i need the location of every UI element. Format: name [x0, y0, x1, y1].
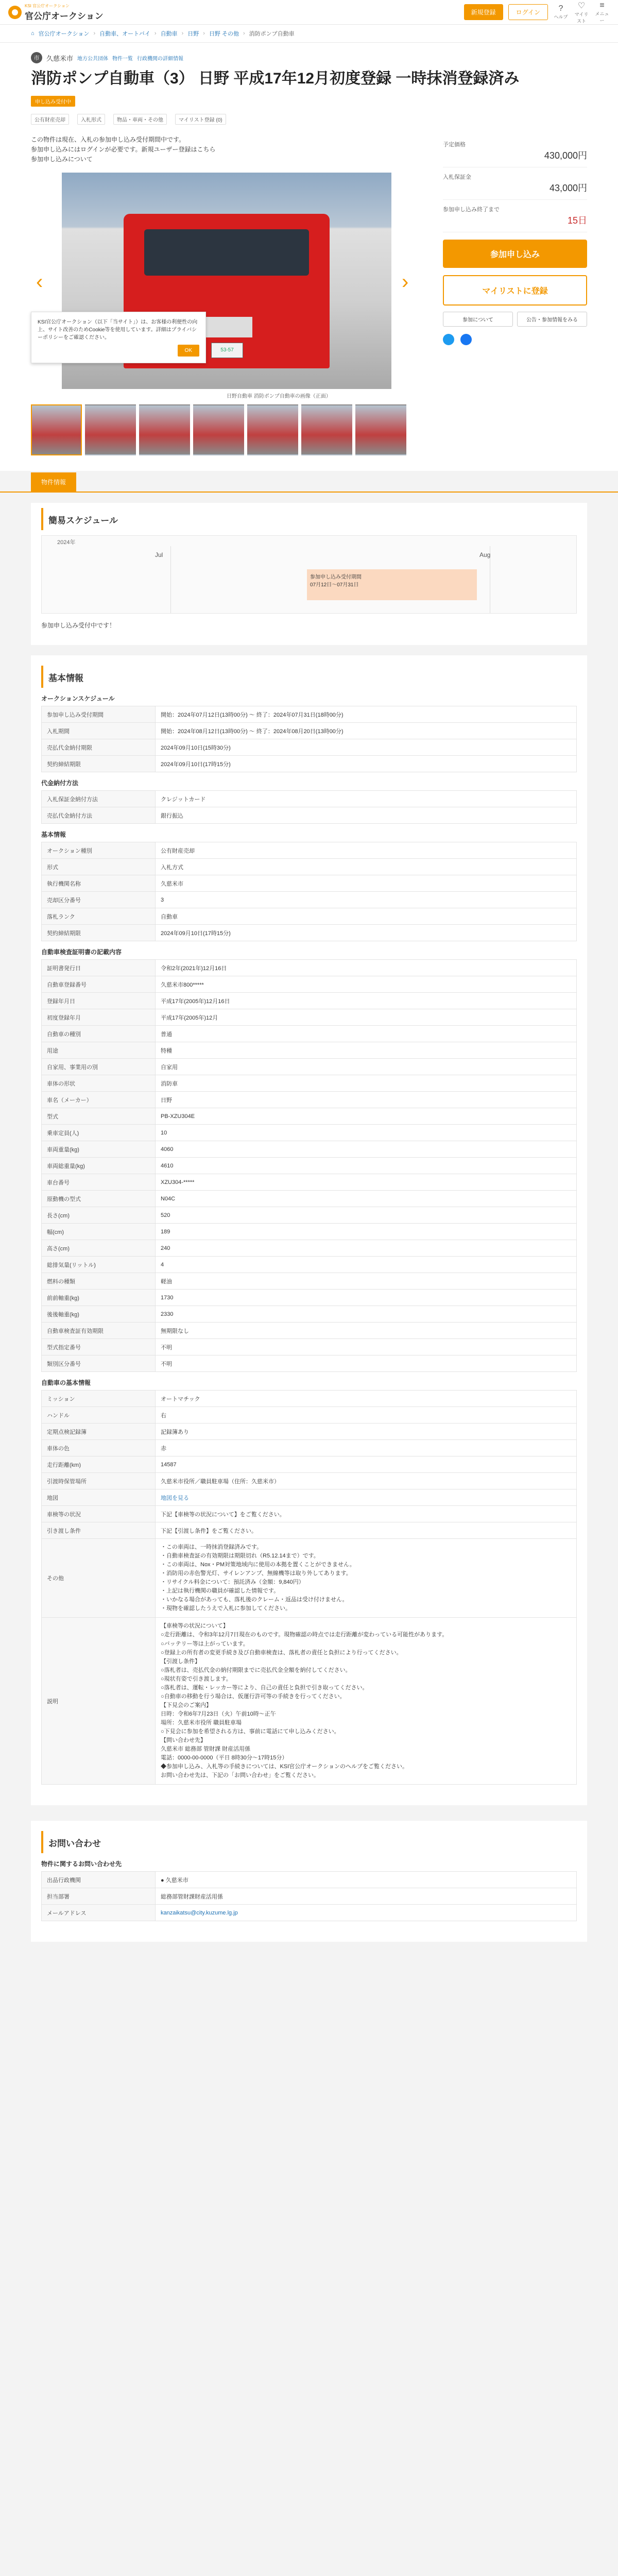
table-row [42, 1456, 577, 1473]
info-value: 入札方式 [156, 859, 577, 875]
table-row [42, 1042, 577, 1059]
menu-label: メニュー [595, 11, 609, 23]
menu-icon: ≡ [599, 1, 605, 10]
info-group-title: 自動車検査証明書の記載内容 [41, 948, 122, 956]
table-row [42, 1158, 577, 1174]
breadcrumb-separator: › [93, 30, 96, 37]
info-key: 登録年月日 [42, 993, 156, 1009]
table-row [42, 1257, 577, 1273]
info-value: 240 [156, 1240, 577, 1257]
info-value: 平成17年(2005年)12月16日 [156, 993, 577, 1009]
table-row [42, 1191, 577, 1207]
info-key: 型式 [42, 1108, 156, 1125]
page-title: 消防ポンプ自動車（3） 日野 平成17年12月初度登録 一時抹消登録済み [31, 70, 520, 87]
schedule-note: 参加申し込み受付中です！ [41, 622, 116, 630]
logo-subtitle: KSI 官公庁オークション [25, 3, 70, 8]
item-overview [0, 43, 618, 471]
organization-detail-link[interactable]: 行政機関の詳細情報 [137, 56, 184, 62]
table-row [42, 960, 577, 976]
table-row [42, 1207, 577, 1224]
cookie-ok-button[interactable]: OK [178, 345, 199, 357]
info-key: 類別区分番号 [42, 1355, 156, 1372]
info-key: 入札保証金納付方法 [42, 791, 156, 807]
info-value: 記録簿あり [156, 1423, 577, 1440]
info-key: 自動車検査証有効期限 [42, 1323, 156, 1339]
breadcrumb-separator: › [181, 30, 184, 37]
info-value: オートマチック [156, 1391, 577, 1407]
info-value: 下記【引渡し条件】をご覧ください。 [156, 1522, 577, 1539]
table-row [42, 1240, 577, 1257]
info-key: 売払代金納付方法 [42, 807, 156, 824]
table-row [42, 1440, 577, 1456]
info-key: 原動機の型式 [42, 1191, 156, 1207]
info-key: 証明書発行日 [42, 960, 156, 976]
info-value: 平成17年(2005年)12月 [156, 1009, 577, 1026]
organization [31, 52, 587, 63]
thumbnail[interactable] [301, 404, 352, 455]
table-row [42, 1489, 577, 1506]
info-value: 下記【車検等の状況について】をご覧ください。 [156, 1506, 577, 1522]
info-value: 公有財産売却 [156, 842, 577, 859]
thumbnail-strip [31, 404, 422, 455]
menu-button[interactable] [594, 1, 610, 24]
register-button[interactable]: 新規登録 [464, 4, 503, 20]
twitter-icon[interactable] [443, 334, 454, 345]
info-key: 初度登録年月 [42, 1009, 156, 1026]
view-notice-button[interactable]: 公告・参加情報をみる [517, 312, 587, 327]
table-row [42, 1323, 577, 1339]
remaining-label: 参加申し込み終了まで [443, 206, 500, 213]
table-row [42, 1174, 577, 1191]
table-row [42, 807, 577, 824]
mylist-link[interactable] [574, 1, 589, 24]
info-value: 赤 [156, 1440, 577, 1456]
breadcrumb-item[interactable]: 自動車 [160, 31, 178, 37]
info-value: 14587 [156, 1456, 577, 1473]
item-tabs [0, 471, 618, 493]
breadcrumb-separator: › [243, 30, 245, 37]
info-key: 引き渡し条件 [42, 1522, 156, 1539]
table-row [42, 1290, 577, 1306]
contact-value [156, 1872, 577, 1888]
organization-name: 久慈米市 [46, 54, 74, 62]
deposit-value: 43,000円 [549, 182, 587, 193]
cookie-popup [31, 312, 206, 363]
info-value: 2330 [156, 1306, 577, 1323]
table-row [42, 756, 577, 772]
contact-org: 久慈米市 [165, 1877, 188, 1884]
start-price-label: 予定価格 [443, 141, 466, 148]
info-table [41, 706, 577, 772]
info-table [41, 790, 577, 824]
info-key: 型式指定番号 [42, 1339, 156, 1355]
contact-key: 出品行政機関 [42, 1872, 156, 1888]
info-value: 開始：2024年08月12日(13時00分) 〜 終了：2024年08月20日(13時00分) [156, 723, 577, 739]
remaining-value: 15日 [567, 215, 587, 226]
basic-info-heading: 基本情報 [41, 666, 577, 688]
timeline-month: Aug [479, 551, 491, 559]
contact-section [31, 1821, 587, 1942]
login-button[interactable]: ログイン [508, 4, 548, 20]
info-key: 契約締結期限 [42, 756, 156, 772]
info-key: 説明 [42, 1618, 156, 1785]
truck-window [144, 229, 309, 276]
table-row [42, 1539, 577, 1618]
thumbnail[interactable] [139, 404, 190, 455]
info-key: 車体の形状 [42, 1075, 156, 1092]
table-row [42, 1473, 577, 1489]
contact-value [156, 1905, 577, 1921]
contact-table [41, 1871, 577, 1921]
about-participation-button[interactable]: 参加について [443, 312, 513, 327]
info-value: 3 [156, 892, 577, 908]
info-key: 地図 [42, 1489, 156, 1506]
chip: 公有財産売却 [31, 114, 69, 125]
info-group-title: 基本情報 [41, 831, 66, 839]
thumbnail[interactable] [31, 404, 82, 455]
info-value: 普通 [156, 1026, 577, 1042]
breadcrumb-item[interactable]: 官公庁オークション [38, 31, 90, 37]
breadcrumb-current: 消防ポンプ自動車 [249, 31, 295, 37]
table-row [42, 1618, 577, 1785]
deposit-label: 入札保証金 [443, 174, 471, 180]
thumbnail[interactable] [85, 404, 136, 455]
table-row [42, 1905, 577, 1921]
info-key: 売払代金納付期限 [42, 739, 156, 756]
info-value: 特種 [156, 1042, 577, 1059]
table-row [42, 976, 577, 993]
start-price-value: 430,000円 [544, 150, 587, 161]
table-row [42, 1355, 577, 1372]
table-row [42, 1059, 577, 1075]
breadcrumb-item[interactable]: 自動車、オートバイ [99, 31, 150, 37]
info-value: 4 [156, 1257, 577, 1273]
apply-button[interactable]: 参加申し込み [443, 240, 587, 268]
contact-key: 担当部署 [42, 1888, 156, 1905]
info-value: ・この車両は、一時抹消登録済みです。 ・自動車検査証の有効期限は期限切れ（R5.12.14まで）です。 ・この車両は、Nox・PM対策地域内に使用の本拠を置くことができません。 ・消防用の赤色警光灯、サイレンアンプ、無線機等は取り外してあります。 ・リサイクル料金について：預託済み（金額：9,840円） ・上記は執行機関の職員が確認した情報です。 ・いかなる場合があっても、落札後のクレーム・返品は受け付けません。 ・現物を確認したうえで入札に参加してください。 [156, 1539, 577, 1618]
info-value: 久慈米市役所／職員駐車場（住所：久慈米市） [156, 1473, 577, 1489]
table-row [42, 1407, 577, 1423]
breadcrumb [0, 25, 618, 43]
contact-email-link[interactable]: kanzaikatsu@city.kuzume.lg.jp [161, 1909, 238, 1916]
info-value: クレジットカード [156, 791, 577, 807]
info-value: 不明 [156, 1339, 577, 1355]
info-key: 燃料の種類 [42, 1273, 156, 1290]
table-row [42, 993, 577, 1009]
info-key: 幅(cm) [42, 1224, 156, 1240]
info-group-title: オークションスケジュール [41, 695, 115, 703]
organization-icon: ● [161, 1877, 164, 1884]
info-value: 2024年09月10日(15時30分) [156, 739, 577, 756]
next-image-arrow-icon[interactable]: › [402, 270, 409, 294]
info-key: 長さ(cm) [42, 1207, 156, 1224]
table-row [42, 1075, 577, 1092]
table-row [42, 892, 577, 908]
info-key: 後後軸重(kg) [42, 1306, 156, 1323]
info-key: 定期点検記録簿 [42, 1423, 156, 1440]
table-row [42, 908, 577, 925]
table-row [42, 1339, 577, 1355]
table-row [42, 925, 577, 941]
info-value: 軽油 [156, 1273, 577, 1290]
table-row [42, 1423, 577, 1440]
mylist-label: マイリスト [574, 11, 589, 24]
info-value: 日野 [156, 1092, 577, 1108]
table-row [42, 1108, 577, 1125]
chip: 物品・車両・その他 [113, 114, 167, 125]
mylist-count: マイリスト登録 (0) [175, 114, 226, 125]
truck-grill [201, 317, 252, 337]
timeline-year: 2024年 [57, 539, 76, 546]
table-row [42, 1506, 577, 1522]
info-key: ハンドル [42, 1407, 156, 1423]
info-value: N04C [156, 1191, 577, 1207]
timeline-month: Jul [155, 551, 163, 559]
table-row [42, 791, 577, 807]
info-value: 自家用 [156, 1059, 577, 1075]
info-key: 車両重量(kg) [42, 1141, 156, 1158]
participation-notice: この物件は現在、入札の参加申し込み受付期間中です。 参加申し込みにはログインが必要です。新規ユーザー登録はこちら 参加申し込みについて [31, 135, 216, 163]
site-logo[interactable] [8, 3, 104, 22]
logo-text: 官公庁オークション [25, 11, 104, 21]
info-key: 契約締結期限 [42, 925, 156, 941]
info-key: 自家用、事業用の別 [42, 1059, 156, 1075]
info-key: 乗車定員(人) [42, 1125, 156, 1141]
help-label: ヘルプ [554, 14, 568, 20]
info-value: 久慈米市 [156, 875, 577, 892]
facebook-icon[interactable] [460, 334, 472, 345]
info-key: 車検等の状況 [42, 1506, 156, 1522]
info-group-title: 代金納付方法 [41, 779, 79, 787]
info-value: XZU304-***** [156, 1174, 577, 1191]
info-value: 無期限なし [156, 1323, 577, 1339]
info-value: 不明 [156, 1355, 577, 1372]
info-key: 総排気量(リットル) [42, 1257, 156, 1273]
table-row [42, 1888, 577, 1905]
status-badge: 申し込み受付中 [31, 96, 75, 107]
info-key: 執行機関名称 [42, 875, 156, 892]
item-chips [31, 114, 587, 125]
info-value: 189 [156, 1224, 577, 1240]
info-value: PB-XZU304E [156, 1108, 577, 1125]
info-value: 令和2年(2021年)12月16日 [156, 960, 577, 976]
add-mylist-button[interactable]: マイリストに登録 [443, 275, 587, 306]
info-key: 形式 [42, 859, 156, 875]
help-icon: ? [558, 4, 563, 13]
info-key: 高さ(cm) [42, 1240, 156, 1257]
tab-item-info[interactable]: 物件情報 [31, 472, 76, 492]
info-value: 2024年09月10日(17時15分) [156, 925, 577, 941]
breadcrumb-separator: › [203, 30, 205, 37]
info-value: 右 [156, 1407, 577, 1423]
table-row [42, 1141, 577, 1158]
info-group-title: 自動車の基本情報 [41, 1379, 91, 1387]
contact-value: 総務部管財課財産活用係 [156, 1888, 577, 1905]
image-gallery [31, 173, 422, 400]
help-link[interactable] [553, 4, 569, 20]
info-value: 2024年09月10日(17時15分) [156, 756, 577, 772]
home-icon[interactable]: ⌂ [31, 30, 35, 37]
info-key: 売却区分番号 [42, 892, 156, 908]
organization-icon: 市 [31, 52, 42, 63]
info-key: 車台番号 [42, 1174, 156, 1191]
table-row [42, 1306, 577, 1323]
info-key: 自動車登録番号 [42, 976, 156, 993]
info-key: 用途 [42, 1042, 156, 1059]
info-value: 消防車 [156, 1075, 577, 1092]
info-table [41, 842, 577, 941]
info-value: 自動車 [156, 908, 577, 925]
basic-info-section [31, 655, 587, 1805]
image-caption: 日野自動車 消防ポンプ自動車の画像（正面） [227, 394, 331, 400]
info-key: 落札ランク [42, 908, 156, 925]
info-value: 4060 [156, 1141, 577, 1158]
table-row [42, 1522, 577, 1539]
info-key: オークション種別 [42, 842, 156, 859]
info-value: 【車検等の状況について】 ○走行距離は、令和3年12月7日現在のものです。現物確認の時点では走行距離が変わっている可能性があります。 ○バッテリー等は上がっています。 ○登録上の所有者の変更手続き及び自動車検査は、落札者の責任と負担により行ってください。 【引渡し条件】 ○落札者は、売払代金の納付期限までに売払代金全額を納付してください。 ○現状有姿で引き渡します。 ○落札者は、運転・レッカー等により、自己の責任と負担で引き取ってください。 ○自動車の移動を行う場合は、仮運行許可等の手続きを行ってください。 【下見会のご案内】 日時：令和6年7月23日（火）午前10時〜正午 場所：久慈米市役所 職員駐車場 ○下見会に参加を希望される方は、事前に電話にて申し込みください。 【問い合わせ先】 久慈米市 総務部 管財課 財産活用係 電話：0000-00-0000（平日 8時30分〜17時15分） ◆参加申し込み、入札等の手続きについては、KSI官公庁オークションのヘルプをご覧ください。 お問い合わせ先は、下記の「お問い合わせ」をご覧ください。 [156, 1618, 577, 1785]
info-value: 銀行振込 [156, 807, 577, 824]
info-key: 車名（メーカー） [42, 1092, 156, 1108]
license-plate: 53-57 [211, 343, 243, 358]
info-value: 久慈米市800***** [156, 976, 577, 993]
mylist-icon: ♡ [577, 1, 586, 10]
info-key: 入札期間 [42, 723, 156, 739]
breadcrumb-separator: › [154, 30, 157, 37]
logo-icon [8, 6, 22, 19]
organization-items-link[interactable]: 物件一覧 [112, 56, 133, 62]
application-period-bar: 参加申し込み受付期間 07月12日〜07月31日 [307, 569, 477, 600]
prev-image-arrow-icon[interactable]: ‹ [36, 270, 43, 294]
info-value: 1730 [156, 1290, 577, 1306]
table-row [42, 842, 577, 859]
info-table [41, 1390, 577, 1785]
table-row [42, 1009, 577, 1026]
table-row [42, 1092, 577, 1108]
schedule-timeline [41, 535, 577, 614]
table-row [42, 1273, 577, 1290]
table-row [42, 875, 577, 892]
cookie-popup-text: KSI官公庁オークション（以下「当サイト」）は、お客様の利便性の向上、サイト改善のためCookie等を使用しています。詳細はプライバシーポリシーをご確認ください。 [38, 319, 198, 341]
table-row [42, 859, 577, 875]
info-value: 520 [156, 1207, 577, 1224]
map-link[interactable]: 地図を見る [156, 1489, 577, 1506]
chip: 入札形式 [77, 114, 105, 125]
info-groups [41, 688, 577, 1785]
organization-type: 地方公共団体 [77, 56, 109, 62]
price-panel [443, 135, 587, 456]
table-row [42, 723, 577, 739]
contact-subheading: 物件に関するお問い合わせ先 [41, 1860, 122, 1868]
info-value: 10 [156, 1125, 577, 1141]
info-key: 車体の色 [42, 1440, 156, 1456]
info-key: 引渡時保管場所 [42, 1473, 156, 1489]
schedule-heading: 簡易スケジュール [41, 508, 577, 530]
info-key: 参加申し込み受付期間 [42, 706, 156, 723]
thumbnail[interactable] [247, 404, 298, 455]
table-row [42, 739, 577, 756]
breadcrumb-item[interactable]: 日野 [187, 31, 199, 37]
info-key: その他 [42, 1539, 156, 1618]
thumbnail[interactable] [355, 404, 406, 455]
table-row [42, 1872, 577, 1888]
info-table [41, 959, 577, 1372]
info-key: 車両総重量(kg) [42, 1158, 156, 1174]
table-row [42, 1026, 577, 1042]
table-row [42, 1224, 577, 1240]
table-row [42, 1125, 577, 1141]
info-key: 走行距離(km) [42, 1456, 156, 1473]
site-header [0, 0, 618, 25]
contact-heading: お問い合わせ [41, 1831, 577, 1853]
info-key: ミッション [42, 1391, 156, 1407]
contact-key: メールアドレス [42, 1905, 156, 1921]
table-row [42, 1391, 577, 1407]
breadcrumb-item[interactable]: 日野 その他 [209, 31, 239, 37]
info-key: 前前軸重(kg) [42, 1290, 156, 1306]
thumbnail[interactable] [193, 404, 244, 455]
info-value: 4610 [156, 1158, 577, 1174]
timeline-gridline [170, 546, 171, 613]
schedule-section [31, 503, 587, 645]
info-key: 自動車の種別 [42, 1026, 156, 1042]
info-value: 開始：2024年07月12日(13時00分) 〜 終了：2024年07月31日(18時00分) [156, 706, 577, 723]
table-row [42, 706, 577, 723]
